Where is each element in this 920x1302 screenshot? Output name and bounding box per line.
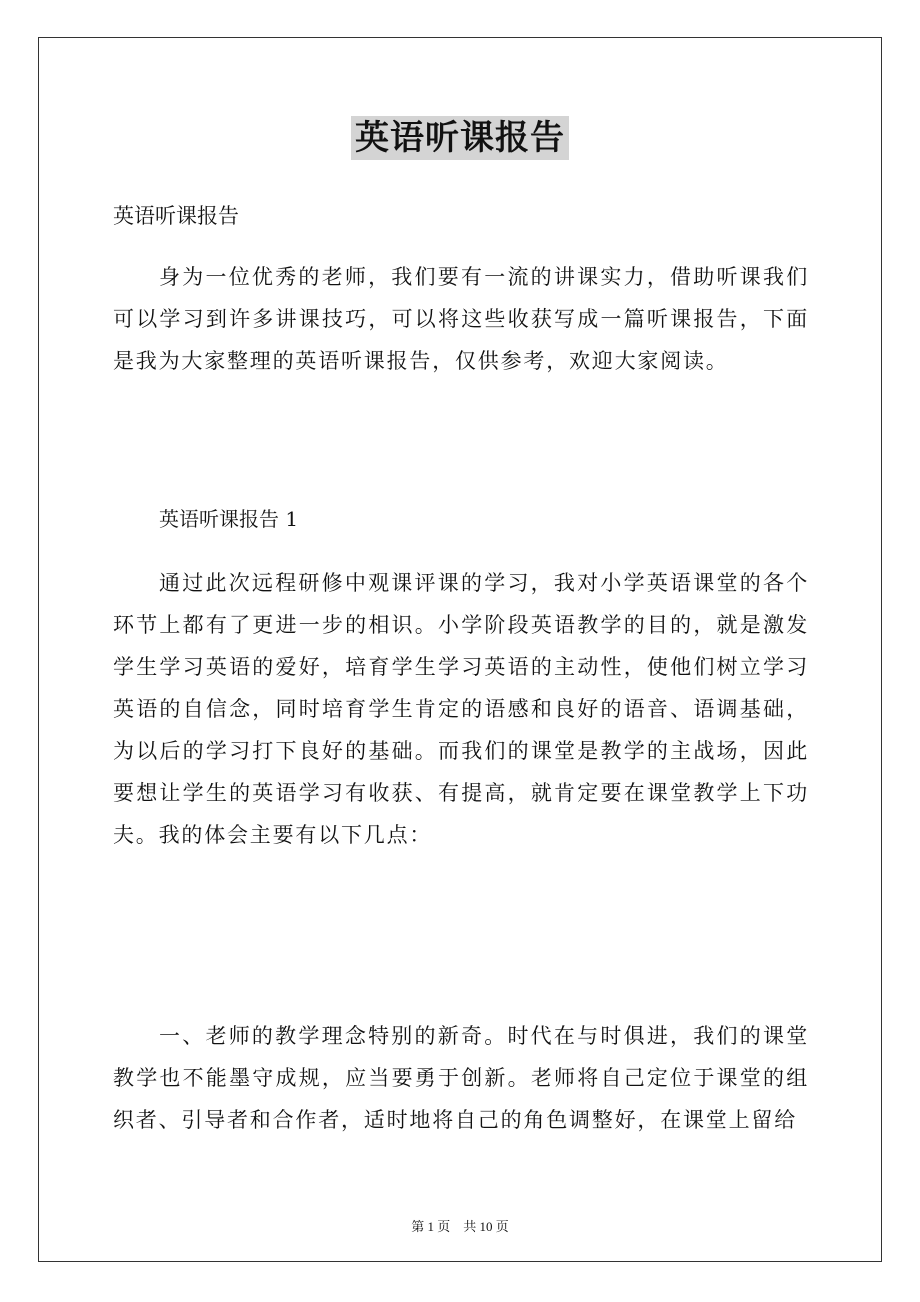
body-paragraph-1: 通过此次远程研修中观课评课的学习，我对小学英语课堂的各个环节上都有了更进一步的相识。小学阶段英语教学的目的，就是激发学生学习英语的爱好，培育学生学习英语的主动性，使他们树立学习英语的自信念，同时培育学生肯定的语感和良好的语音、语调基础，为以后的学习打下良好的基础。而我们的课堂是教学的主战场，因此要想让学生的英语学习有收获、有提高，就肯定要在课堂教学上下功夫。我的体会主要有以下几点： <box>113 571 809 847</box>
section-heading: 英语听课报告 1 <box>159 507 299 531</box>
document-subtitle: 英语听课报告 <box>113 204 239 228</box>
title-container <box>39 116 881 160</box>
intro-paragraph: 身为一位优秀的老师，我们要有一流的讲课实力，借助听课我们可以学习到许多讲课技巧，可以将这些收获写成一篇听课报告，下面是我为大家整理的英语听课报告，仅供参考，欢迎大家阅读。 <box>113 265 809 373</box>
document-title: 英语听课报告 <box>351 116 569 160</box>
document-page <box>38 37 882 1262</box>
page-number-footer: 第 1 页 共 10 页 <box>411 1219 509 1234</box>
body-paragraph-2: 一、老师的教学理念特别的新奇。时代在与时俱进，我们的课堂教学也不能墨守成规，应当要勇于创新。老师将自己定位于课堂的组织者、引导者和合作者，适时地将自己的角色调整好，在课堂上留给 <box>113 1024 809 1132</box>
